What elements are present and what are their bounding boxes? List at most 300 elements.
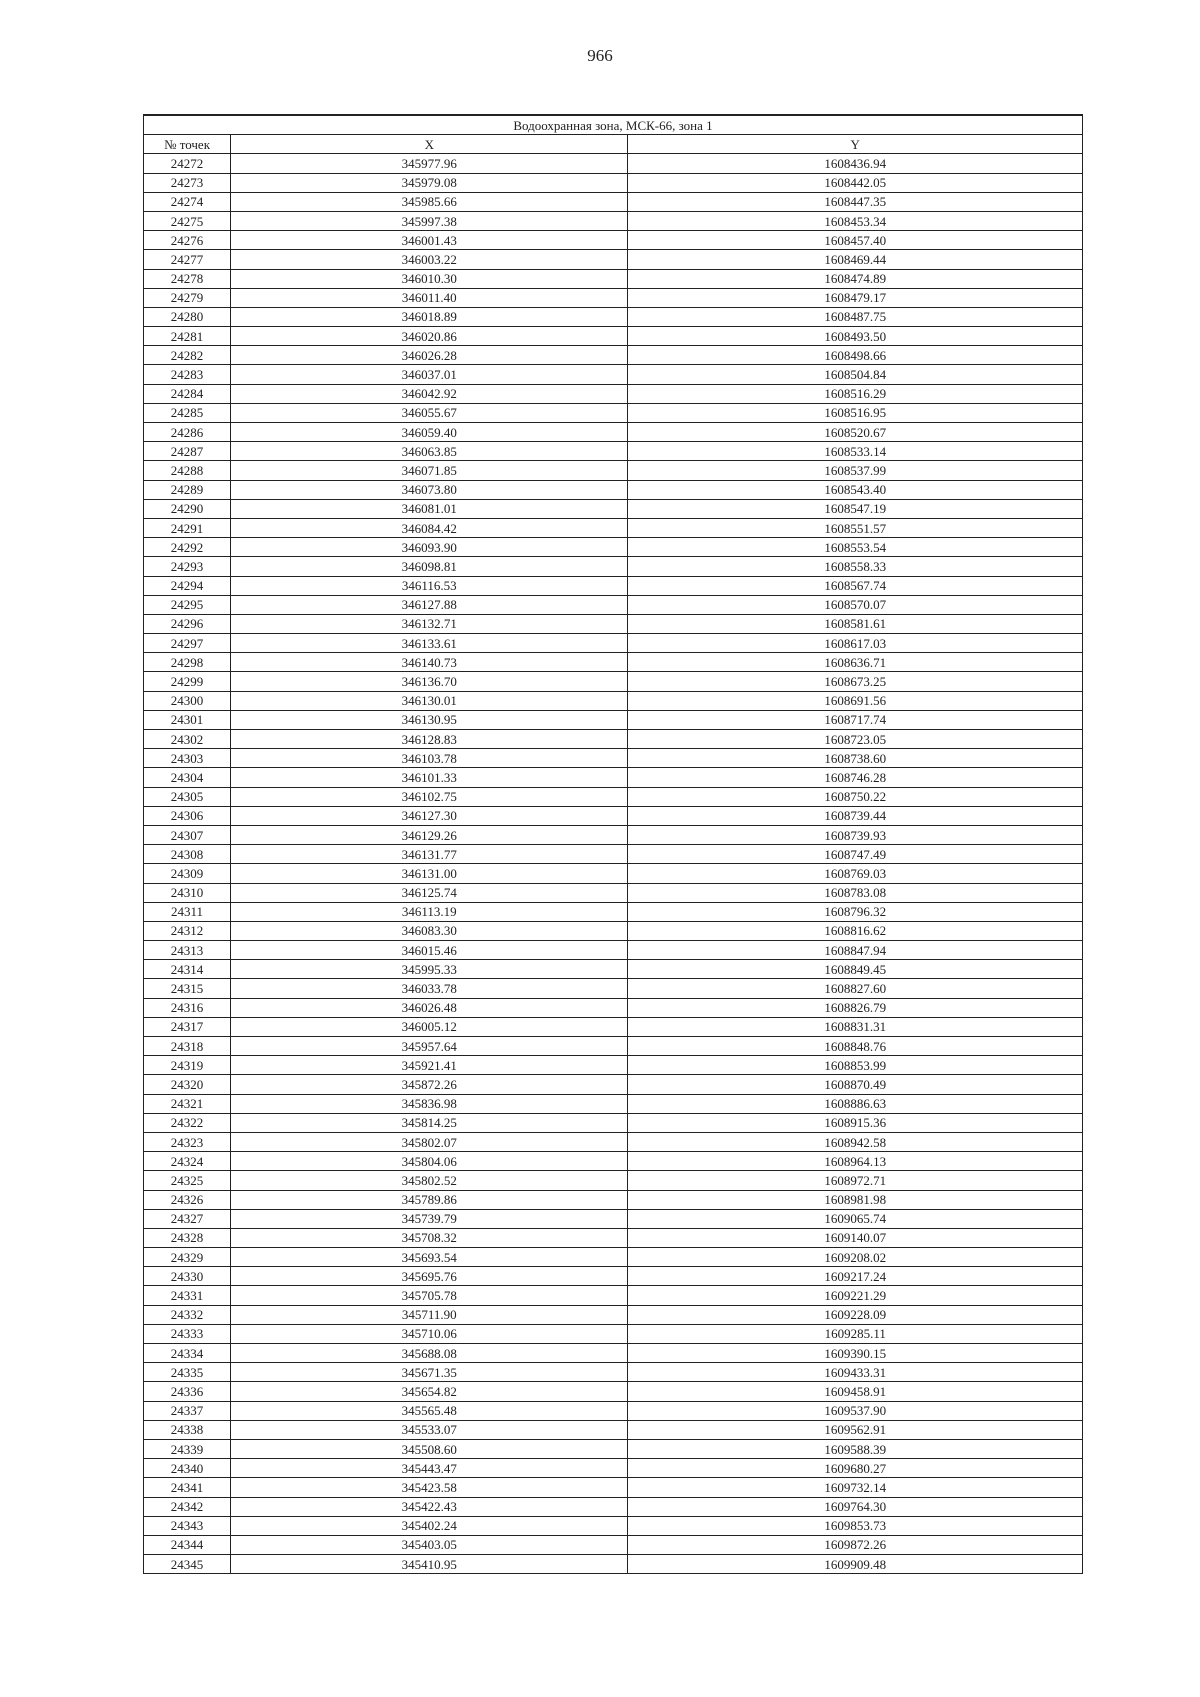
table-row	[144, 1190, 1083, 1209]
table-row	[144, 211, 1083, 230]
cell-point-number: 24328	[144, 1228, 231, 1247]
table-row	[144, 1248, 1083, 1267]
table-title: Водоохранная зона, МСК-66, зона 1	[144, 115, 1083, 135]
cell-y: 1608516.95	[628, 403, 1083, 422]
table-header-row	[144, 135, 1083, 154]
cell-x: 345443.47	[231, 1459, 628, 1478]
cell-x: 346131.77	[231, 845, 628, 864]
table-row	[144, 883, 1083, 902]
cell-y: 1609140.07	[628, 1228, 1083, 1247]
cell-x: 345688.08	[231, 1344, 628, 1363]
cell-y: 1608479.17	[628, 288, 1083, 307]
table-row	[144, 998, 1083, 1017]
cell-y: 1608581.61	[628, 614, 1083, 633]
cell-point-number: 24338	[144, 1420, 231, 1439]
cell-point-number: 24324	[144, 1152, 231, 1171]
table-row	[144, 595, 1083, 614]
cell-point-number: 24294	[144, 576, 231, 595]
cell-y: 1609680.27	[628, 1459, 1083, 1478]
cell-y: 1609208.02	[628, 1248, 1083, 1267]
cell-point-number: 24302	[144, 730, 231, 749]
cell-y: 1608520.67	[628, 423, 1083, 442]
cell-y: 1608739.44	[628, 806, 1083, 825]
cell-point-number: 24289	[144, 480, 231, 499]
cell-x: 346015.46	[231, 941, 628, 960]
table-row	[144, 403, 1083, 422]
cell-point-number: 24292	[144, 538, 231, 557]
cell-x: 346026.28	[231, 346, 628, 365]
cell-point-number: 24307	[144, 825, 231, 844]
cell-x: 346018.89	[231, 307, 628, 326]
cell-x: 345789.86	[231, 1190, 628, 1209]
cell-y: 1608739.93	[628, 825, 1083, 844]
table-row	[144, 960, 1083, 979]
table-row	[144, 1228, 1083, 1247]
table-body	[144, 154, 1083, 1574]
cell-y: 1609732.14	[628, 1478, 1083, 1497]
table-row	[144, 1516, 1083, 1535]
table-row	[144, 1075, 1083, 1094]
table-row	[144, 1324, 1083, 1343]
cell-point-number: 24337	[144, 1401, 231, 1420]
cell-y: 1608516.29	[628, 384, 1083, 403]
cell-point-number: 24280	[144, 307, 231, 326]
cell-point-number: 24335	[144, 1363, 231, 1382]
cell-x: 345693.54	[231, 1248, 628, 1267]
table-row	[144, 1171, 1083, 1190]
table-row	[144, 902, 1083, 921]
cell-x: 346010.30	[231, 269, 628, 288]
table-row	[144, 442, 1083, 461]
cell-y: 1608853.99	[628, 1056, 1083, 1075]
table-row	[144, 1555, 1083, 1574]
table-row	[144, 979, 1083, 998]
cell-x: 345654.82	[231, 1382, 628, 1401]
cell-x: 345872.26	[231, 1075, 628, 1094]
cell-x: 346127.30	[231, 806, 628, 825]
cell-point-number: 24285	[144, 403, 231, 422]
table-row	[144, 231, 1083, 250]
cell-y: 1608981.98	[628, 1190, 1083, 1209]
table-row	[144, 288, 1083, 307]
cell-point-number: 24282	[144, 346, 231, 365]
cell-y: 1608457.40	[628, 231, 1083, 250]
cell-x: 346033.78	[231, 979, 628, 998]
cell-x: 345402.24	[231, 1516, 628, 1535]
cell-point-number: 24323	[144, 1132, 231, 1151]
table-row	[144, 1344, 1083, 1363]
cell-y: 1609065.74	[628, 1209, 1083, 1228]
cell-point-number: 24332	[144, 1305, 231, 1324]
table-row	[144, 346, 1083, 365]
cell-point-number: 24277	[144, 250, 231, 269]
table-row	[144, 1459, 1083, 1478]
cell-x: 345711.90	[231, 1305, 628, 1324]
cell-x: 346101.33	[231, 768, 628, 787]
cell-y: 1608453.34	[628, 211, 1083, 230]
table-row	[144, 461, 1083, 480]
cell-x: 345804.06	[231, 1152, 628, 1171]
cell-x: 346073.80	[231, 480, 628, 499]
table-row	[144, 1132, 1083, 1151]
cell-y: 1608673.25	[628, 672, 1083, 691]
cell-x: 345997.38	[231, 211, 628, 230]
cell-x: 345921.41	[231, 1056, 628, 1075]
table-row	[144, 1094, 1083, 1113]
cell-point-number: 24297	[144, 634, 231, 653]
cell-x: 345739.79	[231, 1209, 628, 1228]
table-row	[144, 327, 1083, 346]
cell-point-number: 24311	[144, 902, 231, 921]
cell-y: 1609588.39	[628, 1439, 1083, 1458]
table-row	[144, 192, 1083, 211]
cell-x: 346130.01	[231, 691, 628, 710]
table-row	[144, 941, 1083, 960]
table-row	[144, 1401, 1083, 1420]
cell-point-number: 24301	[144, 710, 231, 729]
cell-point-number: 24315	[144, 979, 231, 998]
cell-point-number: 24320	[144, 1075, 231, 1094]
table-row	[144, 1305, 1083, 1324]
cell-y: 1608827.60	[628, 979, 1083, 998]
table-row	[144, 307, 1083, 326]
cell-x: 345565.48	[231, 1401, 628, 1420]
cell-point-number: 24296	[144, 614, 231, 633]
table-title-row	[144, 115, 1083, 135]
table-row	[144, 845, 1083, 864]
cell-x: 346011.40	[231, 288, 628, 307]
cell-y: 1608487.75	[628, 307, 1083, 326]
cell-point-number: 24298	[144, 653, 231, 672]
cell-x: 346055.67	[231, 403, 628, 422]
cell-point-number: 24303	[144, 749, 231, 768]
cell-point-number: 24342	[144, 1497, 231, 1516]
cell-y: 1608436.94	[628, 154, 1083, 173]
cell-x: 346037.01	[231, 365, 628, 384]
cell-y: 1608442.05	[628, 173, 1083, 192]
cell-x: 346005.12	[231, 1017, 628, 1036]
cell-point-number: 24300	[144, 691, 231, 710]
cell-y: 1609853.73	[628, 1516, 1083, 1535]
table-row	[144, 634, 1083, 653]
cell-y: 1609433.31	[628, 1363, 1083, 1382]
table-row	[144, 1382, 1083, 1401]
table-row	[144, 1286, 1083, 1305]
cell-point-number: 24341	[144, 1478, 231, 1497]
cell-point-number: 24310	[144, 883, 231, 902]
cell-x: 346131.00	[231, 864, 628, 883]
table-row	[144, 250, 1083, 269]
cell-y: 1608870.49	[628, 1075, 1083, 1094]
cell-point-number: 24312	[144, 921, 231, 940]
cell-y: 1608474.89	[628, 269, 1083, 288]
table-row	[144, 825, 1083, 844]
cell-y: 1608498.66	[628, 346, 1083, 365]
cell-y: 1608717.74	[628, 710, 1083, 729]
cell-y: 1608493.50	[628, 327, 1083, 346]
table-row	[144, 480, 1083, 499]
table-row	[144, 864, 1083, 883]
table-row	[144, 1497, 1083, 1516]
cell-point-number: 24333	[144, 1324, 231, 1343]
cell-y: 1609872.26	[628, 1535, 1083, 1554]
cell-y: 1609217.24	[628, 1267, 1083, 1286]
cell-point-number: 24278	[144, 269, 231, 288]
table-row	[144, 384, 1083, 403]
cell-x: 346098.81	[231, 557, 628, 576]
table-row	[144, 1439, 1083, 1458]
cell-x: 345979.08	[231, 173, 628, 192]
cell-y: 1608504.84	[628, 365, 1083, 384]
table-row	[144, 1113, 1083, 1132]
page-number: 966	[587, 46, 613, 65]
cell-point-number: 24286	[144, 423, 231, 442]
cell-point-number: 24339	[144, 1439, 231, 1458]
cell-x: 346063.85	[231, 442, 628, 461]
table-row	[144, 710, 1083, 729]
cell-point-number: 24284	[144, 384, 231, 403]
cell-point-number: 24293	[144, 557, 231, 576]
table-row	[144, 1420, 1083, 1439]
cell-x: 346136.70	[231, 672, 628, 691]
table-row	[144, 749, 1083, 768]
cell-x: 345695.76	[231, 1267, 628, 1286]
cell-point-number: 24279	[144, 288, 231, 307]
cell-y: 1608691.56	[628, 691, 1083, 710]
cell-x: 346071.85	[231, 461, 628, 480]
cell-point-number: 24344	[144, 1535, 231, 1554]
cell-point-number: 24304	[144, 768, 231, 787]
cell-x: 345957.64	[231, 1037, 628, 1056]
cell-point-number: 24287	[144, 442, 231, 461]
cell-x: 345977.96	[231, 154, 628, 173]
cell-y: 1608747.49	[628, 845, 1083, 864]
cell-y: 1608723.05	[628, 730, 1083, 749]
cell-y: 1609228.09	[628, 1305, 1083, 1324]
cell-x: 346140.73	[231, 653, 628, 672]
cell-point-number: 24340	[144, 1459, 231, 1478]
cell-x: 346026.48	[231, 998, 628, 1017]
table-row	[144, 538, 1083, 557]
cell-x: 346129.26	[231, 825, 628, 844]
cell-y: 1608543.40	[628, 480, 1083, 499]
table-row	[144, 518, 1083, 537]
header-point-number: № точек	[144, 135, 231, 154]
cell-y: 1608831.31	[628, 1017, 1083, 1036]
cell-y: 1608551.57	[628, 518, 1083, 537]
table-row	[144, 173, 1083, 192]
cell-x: 346001.43	[231, 231, 628, 250]
cell-point-number: 24283	[144, 365, 231, 384]
cell-y: 1608769.03	[628, 864, 1083, 883]
cell-point-number: 24318	[144, 1037, 231, 1056]
cell-point-number: 24295	[144, 595, 231, 614]
cell-y: 1608570.07	[628, 595, 1083, 614]
cell-point-number: 24327	[144, 1209, 231, 1228]
cell-point-number: 24325	[144, 1171, 231, 1190]
cell-x: 345508.60	[231, 1439, 628, 1458]
table-row	[144, 1209, 1083, 1228]
cell-x: 346093.90	[231, 538, 628, 557]
cell-point-number: 24313	[144, 941, 231, 960]
cell-y: 1608636.71	[628, 653, 1083, 672]
cell-x: 346116.53	[231, 576, 628, 595]
header-x: X	[231, 135, 628, 154]
cell-point-number: 24330	[144, 1267, 231, 1286]
cell-point-number: 24273	[144, 173, 231, 192]
cell-x: 345985.66	[231, 192, 628, 211]
cell-y: 1608783.08	[628, 883, 1083, 902]
cell-point-number: 24290	[144, 499, 231, 518]
cell-point-number: 24276	[144, 231, 231, 250]
cell-x: 346003.22	[231, 250, 628, 269]
cell-y: 1609909.48	[628, 1555, 1083, 1574]
table-row	[144, 269, 1083, 288]
cell-x: 346132.71	[231, 614, 628, 633]
cell-x: 345710.06	[231, 1324, 628, 1343]
table-row	[144, 1037, 1083, 1056]
cell-y: 1608972.71	[628, 1171, 1083, 1190]
table-row	[144, 1535, 1083, 1554]
coordinates-table	[143, 114, 1083, 1574]
cell-y: 1609562.91	[628, 1420, 1083, 1439]
cell-y: 1609285.11	[628, 1324, 1083, 1343]
cell-x: 345403.05	[231, 1535, 628, 1554]
table-row	[144, 1267, 1083, 1286]
cell-point-number: 24305	[144, 787, 231, 806]
table-row	[144, 499, 1083, 518]
cell-x: 345802.52	[231, 1171, 628, 1190]
cell-y: 1608537.99	[628, 461, 1083, 480]
cell-point-number: 24343	[144, 1516, 231, 1535]
cell-point-number: 24331	[144, 1286, 231, 1305]
table-row	[144, 1152, 1083, 1171]
cell-point-number: 24317	[144, 1017, 231, 1036]
cell-x: 346084.42	[231, 518, 628, 537]
cell-y: 1609764.30	[628, 1497, 1083, 1516]
cell-point-number: 24329	[144, 1248, 231, 1267]
cell-point-number: 24272	[144, 154, 231, 173]
cell-y: 1608533.14	[628, 442, 1083, 461]
cell-x: 346113.19	[231, 902, 628, 921]
cell-x: 346083.30	[231, 921, 628, 940]
table-row	[144, 154, 1083, 173]
cell-x: 345422.43	[231, 1497, 628, 1516]
cell-y: 1608553.54	[628, 538, 1083, 557]
cell-x: 345708.32	[231, 1228, 628, 1247]
cell-y: 1608746.28	[628, 768, 1083, 787]
cell-x: 346042.92	[231, 384, 628, 403]
table-row	[144, 1478, 1083, 1497]
cell-x: 346127.88	[231, 595, 628, 614]
cell-point-number: 24274	[144, 192, 231, 211]
cell-y: 1608796.32	[628, 902, 1083, 921]
cell-point-number: 24345	[144, 1555, 231, 1574]
cell-point-number: 24288	[144, 461, 231, 480]
cell-point-number: 24319	[144, 1056, 231, 1075]
cell-y: 1609537.90	[628, 1401, 1083, 1420]
cell-x: 345802.07	[231, 1132, 628, 1151]
table-row	[144, 921, 1083, 940]
cell-point-number: 24275	[144, 211, 231, 230]
table-row	[144, 1017, 1083, 1036]
cell-x: 346103.78	[231, 749, 628, 768]
cell-point-number: 24314	[144, 960, 231, 979]
cell-y: 1608816.62	[628, 921, 1083, 940]
cell-point-number: 24326	[144, 1190, 231, 1209]
table-row	[144, 787, 1083, 806]
cell-x: 345533.07	[231, 1420, 628, 1439]
cell-y: 1608886.63	[628, 1094, 1083, 1113]
cell-y: 1608547.19	[628, 499, 1083, 518]
cell-point-number: 24291	[144, 518, 231, 537]
table-row	[144, 1056, 1083, 1075]
cell-y: 1609221.29	[628, 1286, 1083, 1305]
cell-y: 1609458.91	[628, 1382, 1083, 1401]
header-y: Y	[628, 135, 1083, 154]
table-row	[144, 1363, 1083, 1382]
cell-x: 346133.61	[231, 634, 628, 653]
table-row	[144, 576, 1083, 595]
cell-point-number: 24309	[144, 864, 231, 883]
cell-y: 1608964.13	[628, 1152, 1083, 1171]
table-row	[144, 614, 1083, 633]
cell-x: 346081.01	[231, 499, 628, 518]
cell-x: 346125.74	[231, 883, 628, 902]
cell-y: 1608849.45	[628, 960, 1083, 979]
cell-y: 1608738.60	[628, 749, 1083, 768]
cell-x: 345671.35	[231, 1363, 628, 1382]
cell-x: 346130.95	[231, 710, 628, 729]
table-row	[144, 557, 1083, 576]
table-row	[144, 365, 1083, 384]
cell-point-number: 24281	[144, 327, 231, 346]
cell-point-number: 24336	[144, 1382, 231, 1401]
table-row	[144, 423, 1083, 442]
cell-y: 1608567.74	[628, 576, 1083, 595]
cell-point-number: 24306	[144, 806, 231, 825]
cell-x: 345995.33	[231, 960, 628, 979]
cell-x: 346020.86	[231, 327, 628, 346]
cell-y: 1608847.94	[628, 941, 1083, 960]
cell-y: 1608558.33	[628, 557, 1083, 576]
cell-y: 1608617.03	[628, 634, 1083, 653]
cell-point-number: 24316	[144, 998, 231, 1017]
cell-y: 1608826.79	[628, 998, 1083, 1017]
cell-x: 346102.75	[231, 787, 628, 806]
cell-y: 1609390.15	[628, 1344, 1083, 1363]
table-row	[144, 768, 1083, 787]
cell-point-number: 24321	[144, 1094, 231, 1113]
cell-point-number: 24308	[144, 845, 231, 864]
table-row	[144, 672, 1083, 691]
cell-x: 345423.58	[231, 1478, 628, 1497]
cell-x: 346059.40	[231, 423, 628, 442]
cell-y: 1608469.44	[628, 250, 1083, 269]
cell-y: 1608848.76	[628, 1037, 1083, 1056]
cell-y: 1608447.35	[628, 192, 1083, 211]
cell-x: 345410.95	[231, 1555, 628, 1574]
cell-point-number: 24334	[144, 1344, 231, 1363]
cell-y: 1608750.22	[628, 787, 1083, 806]
cell-x: 346128.83	[231, 730, 628, 749]
cell-x: 345705.78	[231, 1286, 628, 1305]
cell-x: 345814.25	[231, 1113, 628, 1132]
table-row	[144, 730, 1083, 749]
cell-y: 1608942.58	[628, 1132, 1083, 1151]
table-row	[144, 806, 1083, 825]
table-row	[144, 653, 1083, 672]
